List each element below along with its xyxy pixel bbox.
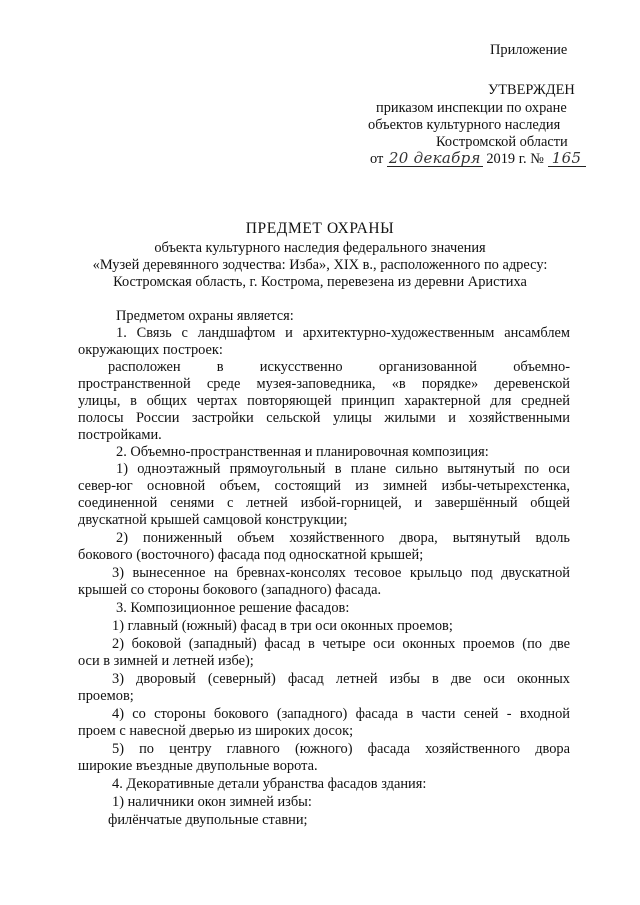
section-1-para-line-4: полосы России застройки сельской улицы жилыми и хозяйственными bbox=[78, 410, 570, 426]
section-3-heading: 3. Композиционное решение фасадов: bbox=[116, 600, 350, 616]
appendix-label: Приложение bbox=[490, 42, 568, 58]
title-line-1: объекта культурного наследия федерального значения bbox=[154, 240, 486, 256]
order-line-1: приказом инспекции по охране bbox=[376, 100, 567, 116]
section-2-heading: 2. Объемно-пространственная и планировочная композиция: bbox=[116, 444, 489, 460]
approved-label: УТВЕРЖДЕН bbox=[488, 82, 575, 98]
section-3-item-3-line-2: проемов; bbox=[78, 688, 134, 704]
section-2-item-1-line-1: 1) одноэтажный прямоугольный в плане сильно вытянутый по оси bbox=[116, 461, 570, 477]
section-3-item-5-line-1: 5) по центру главного (южного) фасада хозяйственного двора bbox=[112, 741, 570, 757]
section-4-heading: 4. Декоративные детали убранства фасадов здания: bbox=[112, 776, 427, 792]
section-1-line-1: 1. Связь с ландшафтом и архитектурно-художественным ансамблем bbox=[116, 325, 570, 341]
section-3-item-1: 1) главный (южный) фасад в три оси оконных проемов; bbox=[112, 618, 453, 634]
section-3-item-5-line-2: широкие въездные двупольные ворота. bbox=[78, 758, 318, 774]
section-2-item-2-line-2: бокового (восточного) фасада под односкатной крышей; bbox=[78, 547, 424, 563]
section-2-item-1-line-4: двускатной крышей самцовой конструкции; bbox=[78, 512, 348, 528]
section-1-line-2: окружающих построек: bbox=[78, 342, 223, 358]
section-2-item-1-line-3: соединенной сенями с летней избой-горницей, и завершённый общей bbox=[78, 495, 570, 511]
date-year: 2019 г. № bbox=[486, 151, 544, 167]
section-2-item-3-line-1: 3) вынесенное на бревнах-консолях тесовое крыльцо под двускатной bbox=[112, 565, 570, 581]
section-4-item-1: 1) наличники окон зимней избы: bbox=[112, 794, 312, 810]
section-2-item-1-line-2: север-юг основной объем, состоящий из зимней избы-четырехстенка, bbox=[78, 478, 570, 494]
title-line-3: Костромская область, г. Кострома, перевезена из деревни Аристиха bbox=[113, 274, 527, 290]
section-4-item-1-detail: филёнчатые двупольные ставни; bbox=[108, 812, 308, 828]
section-3-item-4-line-2: проем с навесной дверью из широких досок; bbox=[78, 723, 354, 739]
section-3-item-3-line-1: 3) дворовый (северный) фасад летней избы в две оси оконных bbox=[112, 671, 570, 687]
section-3-item-4-line-1: 4) со стороны бокового (западного) фасада в части сеней - входной bbox=[112, 706, 570, 722]
section-2-item-2-line-1: 2) пониженный объем хозяйственного двора, вытянутый вдоль bbox=[116, 530, 570, 546]
section-3-item-2-line-2: оси в зимней и летней избе); bbox=[78, 653, 254, 669]
section-1-para-line-5: постройками. bbox=[78, 427, 162, 443]
section-3-item-2-line-1: 2) боковой (западный) фасад в четыре оси оконных проемов (по две bbox=[112, 636, 570, 652]
section-1-para-line-1: расположен в искусственно организованной объемно- bbox=[108, 359, 570, 375]
intro-text: Предметом охраны является: bbox=[116, 308, 294, 324]
order-line-3: Костромской области bbox=[436, 134, 568, 150]
order-date-line bbox=[370, 151, 586, 168]
order-line-2: объектов культурного наследия bbox=[368, 117, 561, 133]
date-prefix: от bbox=[370, 151, 384, 167]
document-title: ПРЕДМЕТ ОХРАНЫ bbox=[245, 220, 395, 237]
title-line-2: «Музей деревянного зодчества: Изба», XIX в., расположенного по адресу: bbox=[92, 257, 548, 273]
handwritten-number: 165 bbox=[548, 151, 586, 167]
section-1-para-line-2: пространственной среде музея-заповедника, «в порядке» деревенской bbox=[78, 376, 570, 392]
section-1-para-line-3: улицы, в общих чертах повторяющей принцип характерной для средней bbox=[78, 393, 570, 409]
section-2-item-3-line-2: крышей со стороны бокового (западного) фасада. bbox=[78, 582, 382, 598]
handwritten-date: 20 декабря bbox=[388, 149, 481, 167]
